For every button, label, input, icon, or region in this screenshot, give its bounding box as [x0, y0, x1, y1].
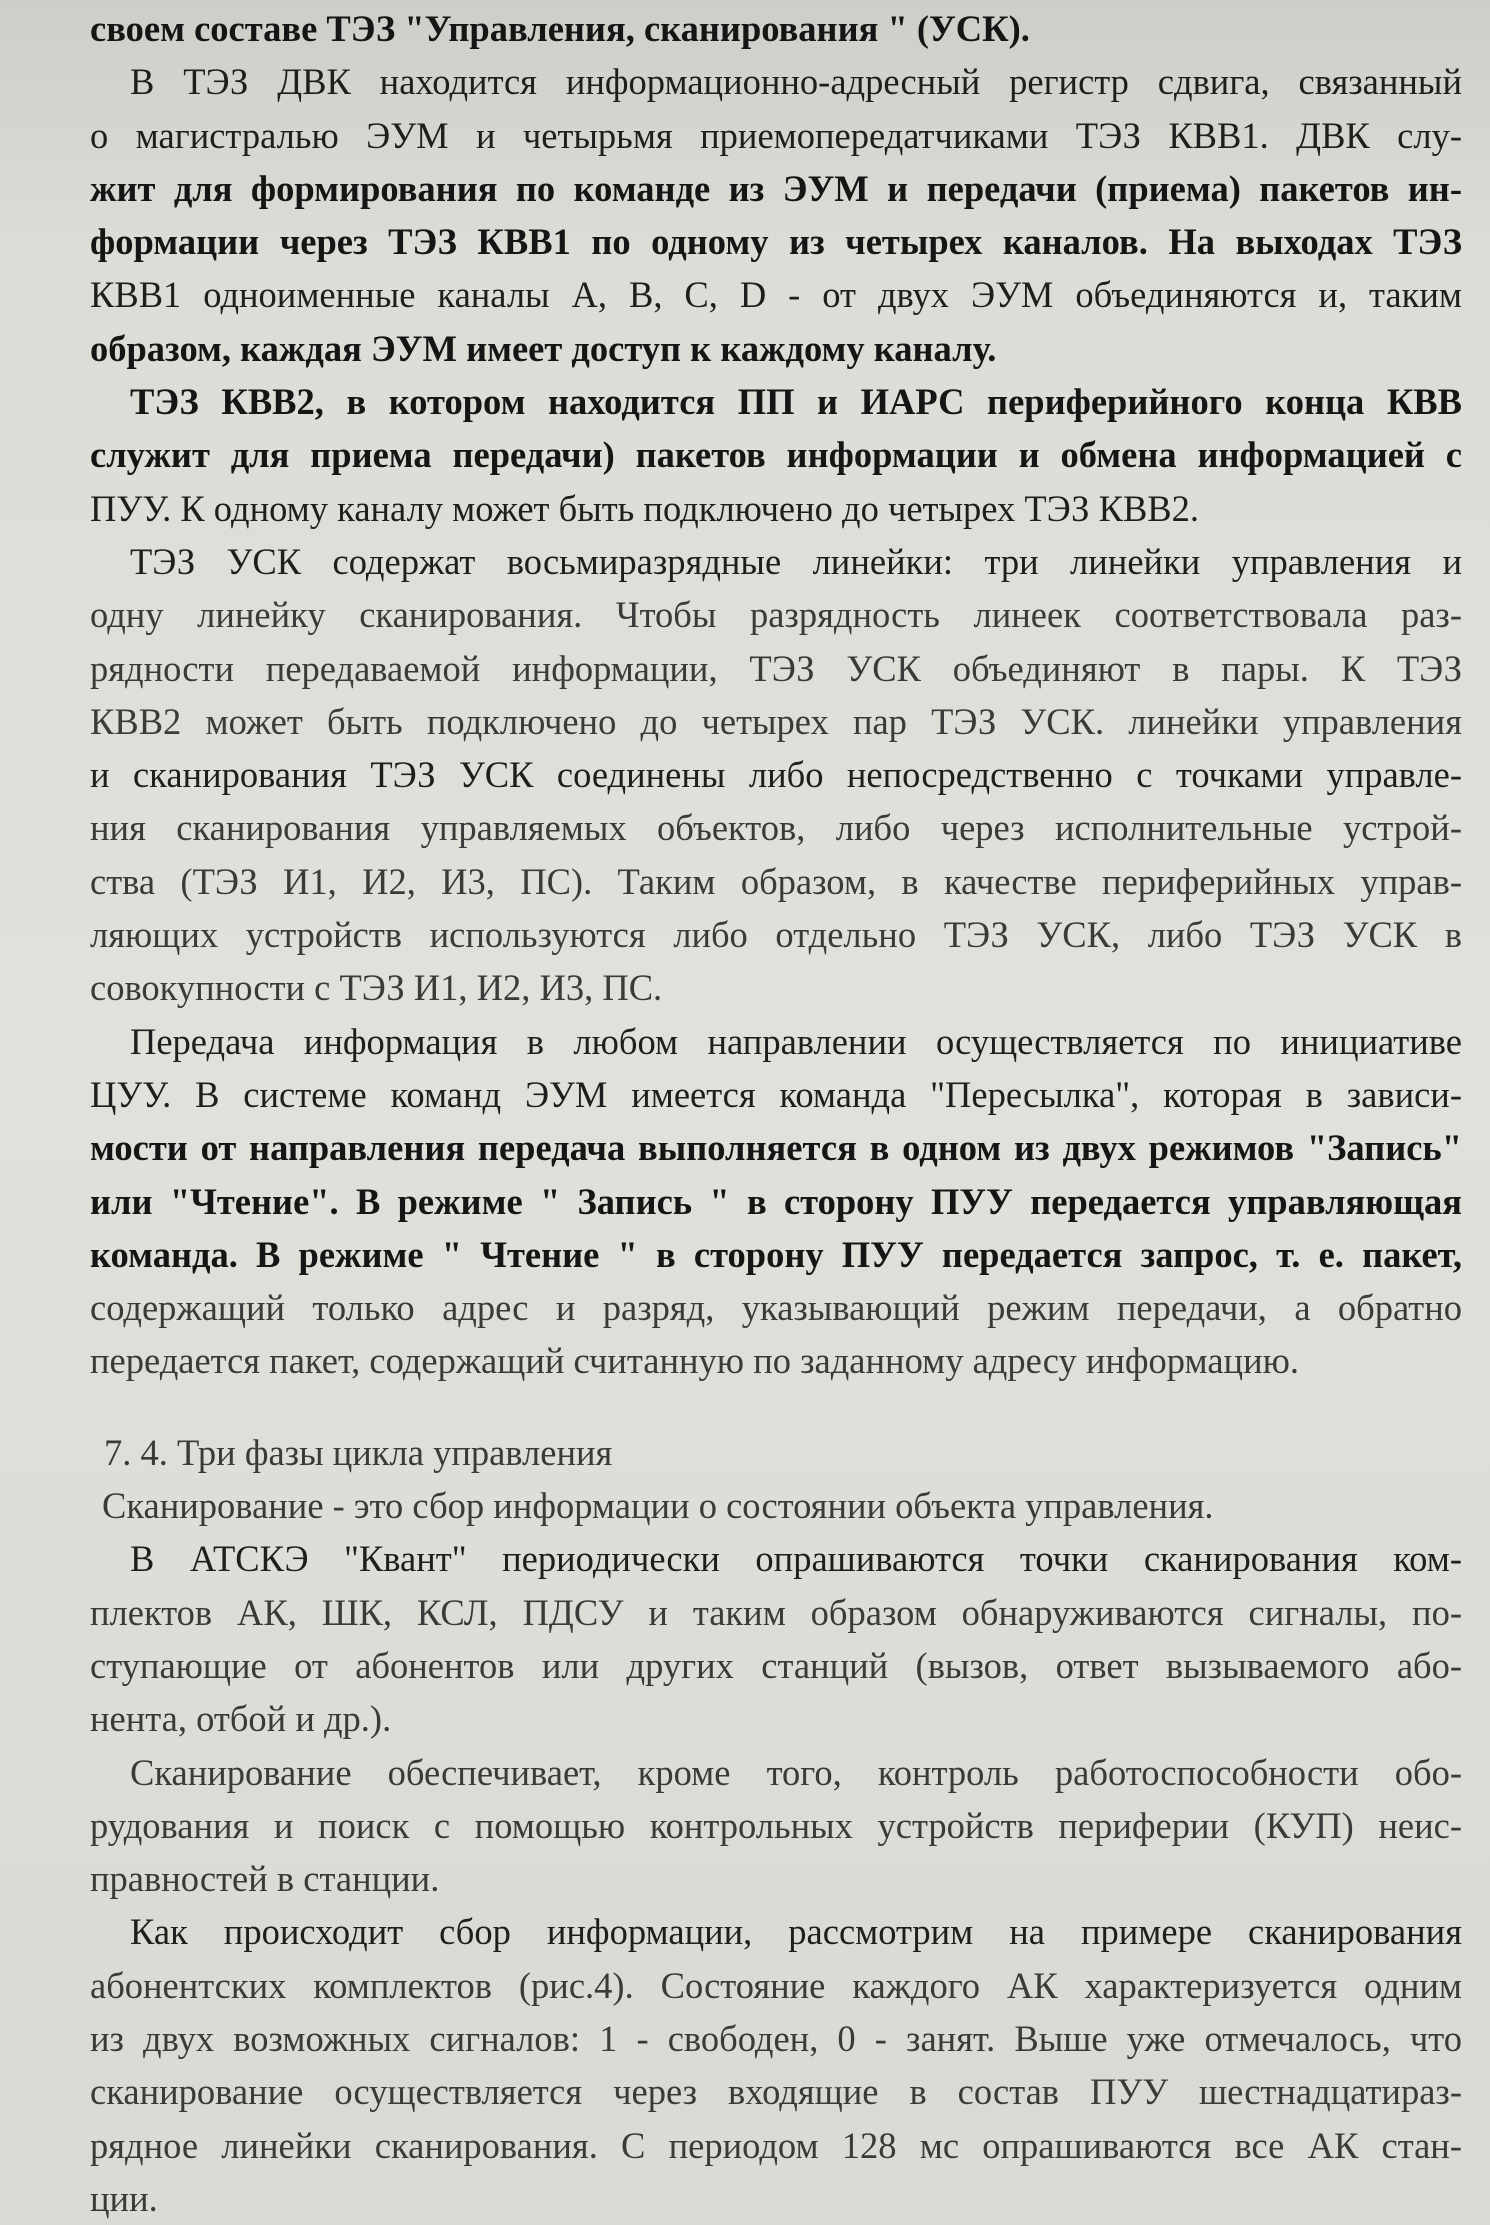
text-line: служит для приема передачи) пакетов информации и обмена информацией с	[90, 434, 1462, 476]
text-line: плектов АК, ШК, КСЛ, ПДСУ и таким образом обнаруживаются сигналы, по-	[90, 1591, 1462, 1633]
text-line: сканирование осуществляется через входящие в состав ПУУ шестнадцатираз-	[90, 2071, 1462, 2113]
text-line: ступающие от абонентов или других станций (вызов, ответ вызываемого або-	[90, 1644, 1462, 1686]
text-line: абонентских комплектов (рис.4). Состояние каждого АК характеризуется одним	[90, 1964, 1462, 2006]
text-line: из двух возможных сигналов: 1 - свободен, 0 - занят. Выше уже отмечалось, что	[90, 2017, 1462, 2059]
text-line: правностей в станции.	[90, 1858, 440, 1900]
paragraph-4	[90, 535, 1462, 1015]
paragraph-8	[90, 1746, 1462, 1906]
paragraph-2	[90, 55, 1462, 375]
paragraph-3	[90, 375, 1462, 535]
section-heading: 7. 4. Три фазы цикла управления	[104, 1431, 613, 1473]
text-line: формации через ТЭЗ КВВ1 по одному из четырех каналов. На выходах ТЭЗ	[90, 221, 1462, 263]
text-line: ляющих устройств используются либо отдельно ТЭЗ УСК, либо ТЭЗ УСК в	[90, 914, 1462, 956]
text-line: ТЭЗ УСК содержат восьмиразрядные линейки: три линейки управления и	[130, 540, 1462, 582]
text-line: жит для формирования по команде из ЭУМ и передачи (приема) пакетов ин-	[90, 167, 1462, 209]
text-line: В АТСКЭ "Квант" периодически опрашиваются точки сканирования ком-	[130, 1538, 1462, 1580]
text-line: совокупности с ТЭЗ И1, И2, И3, ПС.	[90, 967, 663, 1009]
text-line: КВВ1 одноименные каналы А, В, С, D - от двух ЭУМ объединяются и, таким	[90, 274, 1462, 316]
text-line: ЦУУ. В системе команд ЭУМ имеется команда "Пересылка", которая в зависи-	[90, 1073, 1462, 1115]
text-line: В ТЭЗ ДВК находится информационно-адресный регистр сдвига, связанный	[130, 61, 1462, 103]
text-line: рядное линейки сканирования. С периодом 128 мс опрашиваются все АК стан-	[90, 2124, 1462, 2166]
text-line: и сканирования ТЭЗ УСК соединены либо непосредственно с точками управле-	[90, 754, 1462, 796]
paragraph-7	[90, 1532, 1462, 1745]
text-line: мости от направления передача выполняется в одном из двух режимов "Запись"	[90, 1127, 1462, 1169]
text-line: Сканирование обеспечивает, кроме того, контроль работоспособности обо-	[130, 1751, 1462, 1793]
text-line: нента, отбой и др.).	[90, 1698, 392, 1740]
paragraph-1	[90, 2, 1462, 55]
text-line: содержащий только адрес и разряд, указывающий режим передачи, а обратно	[90, 1287, 1462, 1329]
text-line: рядности передаваемой информации, ТЭЗ УСК объединяют в пары. К ТЭЗ	[90, 647, 1462, 689]
text-line: Передача информация в любом направлении осуществляется по инициативе	[130, 1020, 1462, 1062]
text-line: ства (ТЭЗ И1, И2, И3, ПС). Таким образом, в качестве периферийных управ-	[90, 860, 1462, 902]
text-line: КВВ2 может быть подключено до четырех пар ТЭЗ УСК. линейки управления	[90, 700, 1462, 742]
text-line: ПУУ. К одному каналу может быть подключено до четырех ТЭЗ КВВ2.	[90, 487, 1200, 529]
paragraph-5	[90, 1015, 1462, 1388]
text-line: Как происходит сбор информации, рассмотрим на примере сканирования	[130, 1911, 1462, 1953]
text-line: или "Чтение". В режиме " Запись " в сторону ПУУ передается управляющая	[90, 1180, 1462, 1222]
text-line: о магистралью ЭУМ и четырьмя приемопередатчиками ТЭЗ КВВ1. ДВК слу-	[90, 114, 1462, 156]
text-line: ции.	[90, 2177, 158, 2219]
text-line: Сканирование - это сбор информации о состоянии объекта управления.	[102, 1485, 1214, 1527]
text-line: команда. В режиме " Чтение " в сторону ПУУ передается запрос, т. е. пакет,	[90, 1233, 1462, 1275]
text-line: своем составе ТЭЗ "Управления, сканирования " (УСК).	[90, 8, 1030, 49]
paragraph-9	[90, 1905, 1462, 2225]
paragraph-6	[90, 1479, 1462, 1532]
text-line: передается пакет, содержащий считанную по заданному адресу информацию.	[90, 1340, 1299, 1382]
text-line: рудования и поиск с помощью контрольных устройств периферии (КУП) неис-	[90, 1804, 1462, 1846]
text-line: одну линейку сканирования. Чтобы разрядность линеек соответствовала раз-	[90, 594, 1462, 636]
text-line: образом, каждая ЭУМ имеет доступ к каждому каналу.	[90, 327, 997, 369]
text-line: ния сканирования управляемых объектов, либо через исполнительные устрой-	[90, 807, 1462, 849]
text-line: ТЭЗ КВВ2, в котором находится ПП и ИАРС периферийного конца КВВ	[130, 381, 1462, 423]
